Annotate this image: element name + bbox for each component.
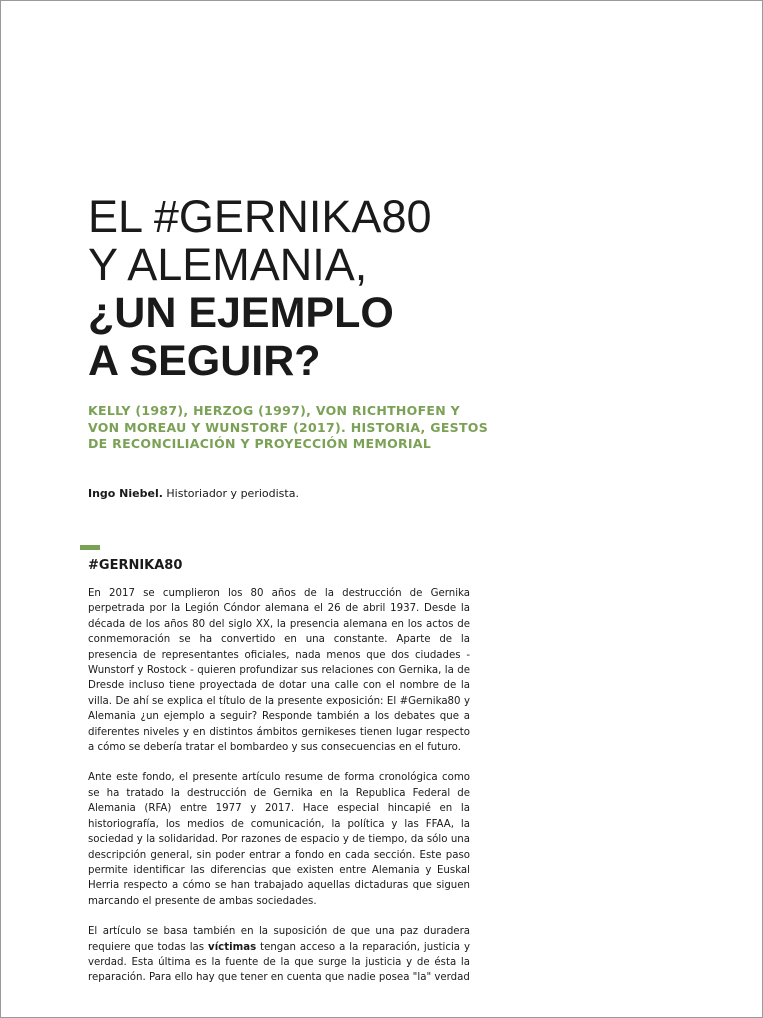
author-role: Historiador y periodista.: [166, 487, 299, 500]
paragraph-3: [88, 924, 470, 986]
article-body: [88, 586, 470, 1001]
title-line-4: A SEGUIR?: [88, 337, 321, 385]
article-subtitle: KELLY (1987), HERZOG (1997), VON RICHTHOFEN Y VON MOREAU Y WUNSTORF (2017). HISTORIA, GESTOS DE RECONCILIACIÓN Y PROYECCIÓN MEMORIAL: [88, 403, 489, 451]
section-marker: [80, 545, 100, 550]
author-line: [88, 487, 299, 500]
paragraph-3-part-2: tengan acceso a la reparación, justicia y verdad. Esta última es la fuente de la que surge la justicia y de ésta la reparación. Para ello hay que tener en cuenta que nadie posea "la" verdad: [88, 941, 470, 984]
paragraph-3-part-1: El artículo se basa también en la suposición de que una paz duradera requiere que todas las: [88, 926, 470, 953]
author-name: Ingo Niebel.: [88, 487, 163, 500]
title-line-1: EL #GERNIKA80: [88, 191, 432, 242]
section-heading: #GERNIKA80: [88, 558, 183, 573]
title-line-3: ¿UN EJEMPLO: [88, 289, 394, 337]
paragraph-2: Ante este fondo, el presente artículo resume de forma cronológica como se ha tratado la destrucción de Gernika en la Republica Federal de Alemania (RFA) entre 1977 y 2017. Hace especial hincapié en la historiografía, los medios de comunicación, la política y las FFAA, la sociedad y la solidaridad. Por razones de espacio y de tiempo, da sólo una descripción general, sin poder entrar a fondo en cada sección. Este paso permite identificar las diferencias que existen entre Alemania y Euskal Herria respecto a cómo se han trabajado aquellas dictaduras que siguen marcando el presente de ambas sociedades.: [88, 772, 470, 907]
title-line-2: Y ALEMANIA,: [88, 239, 368, 290]
paragraph-1: En 2017 se cumplieron los 80 años de la destrucción de Gernika perpetrada por la Legión Cóndor alemana el 26 de abril 1937. Desde la década de los años 80 del siglo XX, la presencia alemana en los actos de conmemoración se ha convertido en una constante. Aparte de la presencia de representantes oficiales, nada menos que dos ciudades - Wunstorf y Rostock - quieren profundizar sus relaciones con Gernika, la de Dresde incluso tiene proyectada de dotar una calle con el nombre de la villa. De ahí se explica el título de la presente exposición: El #Gernika80 y Alemania ¿un ejemplo a seguir? Responde también a los debates que a diferentes niveles y en distintos ámbitos gernikeses tienen lugar respecto a cómo se debería tratar el bombardeo y sus consecuencias en el futuro.: [88, 588, 470, 754]
paragraph-3-emphasis: víctimas: [208, 941, 257, 953]
article-title: [88, 193, 432, 385]
